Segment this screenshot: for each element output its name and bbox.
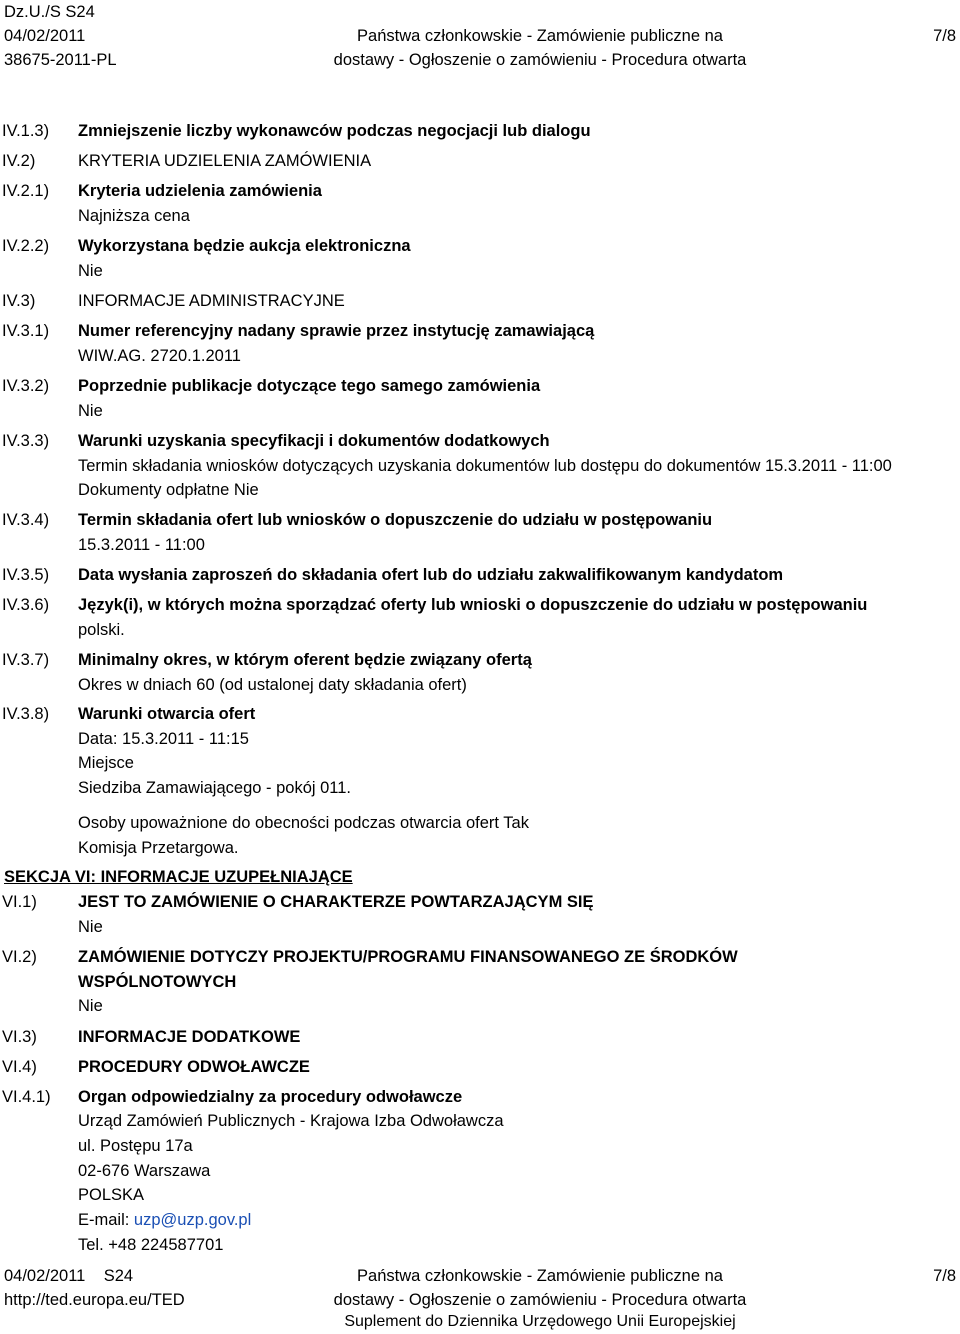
email-link[interactable]: uzp@uzp.gov.pl	[133, 1211, 252, 1229]
section-title: Warunki uzyskania specyfikacji i dokumentów dodatkowych	[78, 432, 550, 450]
section-number: IV.3.5)	[2, 566, 50, 584]
footer-date-issue: 04/02/2011 S24	[4, 1267, 134, 1285]
section-title: ZAMÓWIENIE DOTYCZY PROJEKTU/PROGRAMU FINANSOWANEGO ZE ŚRODKÓW	[78, 948, 738, 966]
section-value: Nie	[78, 262, 103, 280]
section-number: IV.3.6)	[2, 596, 50, 614]
section-number: IV.1.3)	[2, 122, 50, 140]
section-title: Wykorzystana będzie aukcja elektroniczna	[78, 237, 411, 255]
header-page-number: 7/8	[933, 27, 956, 45]
email-label: E-mail:	[78, 1211, 134, 1229]
header-title-line2: dostawy - Ogłoszenie o zamówieniu - Procedura otwarta	[333, 51, 747, 69]
section-title: WSPÓLNOTOWYCH	[78, 973, 237, 991]
email-row	[78, 1210, 251, 1230]
section-title: Data wysłania zaproszeń do składania ofert lub do udziału zakwalifikowanym kandydatom	[78, 566, 784, 584]
section-number: IV.3.7)	[2, 651, 50, 669]
section-value: Najniższa cena	[78, 207, 190, 225]
section-number: IV.2.2)	[2, 237, 50, 255]
section-value: Termin składania wniosków dotyczących uzyskania dokumentów lub dostępu do dokumentów 15.3.2011 - 11:00	[78, 457, 892, 475]
section-number: VI.3)	[2, 1028, 37, 1046]
section-number: IV.3.2)	[2, 377, 50, 395]
section-title: Kryteria udzielenia zamówienia	[78, 182, 322, 200]
header-journal-ref: Dz.U./S S24	[4, 3, 95, 21]
address-line: 02-676 Warszawa	[78, 1162, 211, 1180]
section-title: Minimalny okres, w którym oferent będzie związany ofertą	[78, 651, 532, 669]
section-number: IV.2.1)	[2, 182, 50, 200]
section-value: Nie	[78, 918, 103, 936]
section-number: VI.4)	[2, 1058, 37, 1076]
footer-title-line1: Państwa członkowskie - Zamówienie publiczne na	[357, 1267, 723, 1285]
footer-title-line2: dostawy - Ogłoszenie o zamówieniu - Procedura otwarta	[333, 1291, 747, 1309]
header-date: 04/02/2011	[4, 27, 86, 45]
section-number: VI.2)	[2, 948, 37, 966]
footer-left	[4, 1264, 185, 1312]
section-value: Okres w dniach 60 (od ustalonej daty składania ofert)	[78, 676, 467, 694]
section-value: Dokumenty odpłatne Nie	[78, 481, 259, 499]
section-title: Organ odpowiedzialny za procedury odwoławcze	[78, 1088, 463, 1106]
header-left	[4, 0, 117, 72]
header-center	[180, 0, 900, 69]
footer-center	[180, 1264, 900, 1312]
section-title: INFORMACJE DODATKOWE	[78, 1028, 301, 1046]
section-number: IV.3.3)	[2, 432, 50, 450]
section-title: PROCEDURY ODWOŁAWCZE	[78, 1058, 310, 1076]
footer-page-number: 7/8	[933, 1267, 956, 1285]
section-value: Miejsce	[78, 754, 134, 772]
section-title: KRYTERIA UDZIELENIA ZAMÓWIENIA	[78, 152, 372, 170]
section-number: IV.3.8)	[2, 705, 50, 723]
address-line: POLSKA	[78, 1186, 145, 1204]
section-value: 15.3.2011 - 11:00	[78, 536, 205, 554]
section-title: INFORMACJE ADMINISTRACYJNE	[78, 292, 345, 310]
address-line: Urząd Zamówień Publicznych - Krajowa Izba Odwoławcza	[78, 1112, 504, 1130]
section-title: Termin składania ofert lub wniosków o dopuszczenie do udziału w postępowaniu	[78, 511, 713, 529]
section-value: Komisja Przetargowa.	[78, 839, 239, 857]
section-number: VI.4.1)	[2, 1088, 51, 1106]
section-title: Numer referencyjny nadany sprawie przez instytucję zamawiającą	[78, 322, 595, 340]
section-title: Język(i), w których można sporządzać oferty lub wnioski o dopuszczenie do udziału w postępowaniu	[78, 596, 868, 614]
footer-supplement: Suplement do Dziennika Urzędowego Unii Europejskiej	[344, 1313, 736, 1330]
section-number: VI.1)	[2, 893, 37, 911]
section-title: Zmniejszenie liczby wykonawców podczas negocjacji lub dialogu	[78, 122, 591, 140]
section-number: IV.3)	[2, 292, 36, 310]
section-number: IV.3.4)	[2, 511, 50, 529]
section-value: Nie	[78, 997, 103, 1015]
section-value: polski.	[78, 621, 125, 639]
section-value: Siedziba Zamawiającego - pokój 011.	[78, 779, 352, 797]
header-notice-id: 38675-2011-PL	[4, 51, 117, 69]
phone: Tel. +48 224587701	[78, 1236, 224, 1254]
section-title: Poprzednie publikacje dotyczące tego samego zamówienia	[78, 377, 541, 395]
section-heading: SEKCJA VI: INFORMACJE UZUPEŁNIAJĄCE	[4, 868, 353, 886]
footer-url[interactable]: http://ted.europa.eu/TED	[4, 1291, 185, 1309]
section-number: IV.2)	[2, 152, 36, 170]
header-title-line1: Państwa członkowskie - Zamówienie publiczne na	[357, 27, 723, 45]
section-value: Data: 15.3.2011 - 11:15	[78, 730, 249, 748]
section-value: Osoby upoważnione do obecności podczas otwarcia ofert Tak	[78, 814, 529, 832]
section-title: Warunki otwarcia ofert	[78, 705, 256, 723]
section-number: IV.3.1)	[2, 322, 50, 340]
address-line: ul. Postępu 17a	[78, 1137, 193, 1155]
section-value: WIW.AG. 2720.1.2011	[78, 347, 241, 365]
section-value: Nie	[78, 402, 103, 420]
section-title: JEST TO ZAMÓWIENIE O CHARAKTERZE POWTARZAJĄCYM SIĘ	[78, 893, 594, 911]
